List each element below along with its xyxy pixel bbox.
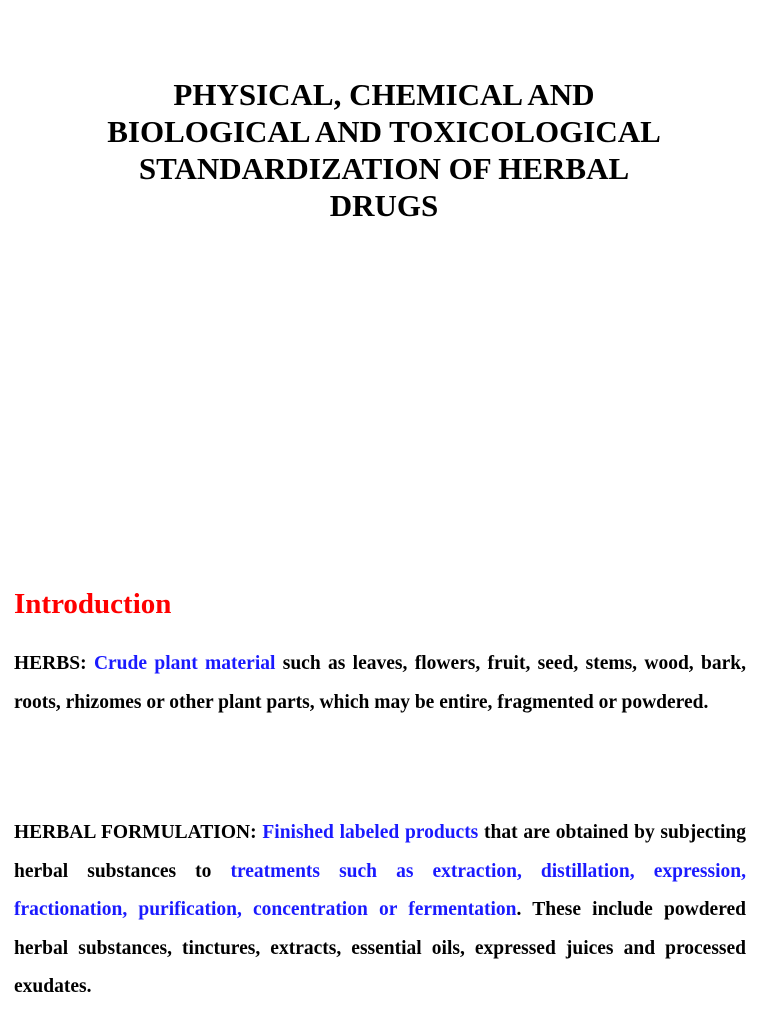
title-line: STANDARDIZATION OF HERBAL [138,151,630,186]
formulation-highlight-products: Finished labeled products [262,822,479,843]
herbs-text: such as leaves, flowers, fruit, seed, stems, wood, bark, roots, rhizomes or other plant parts, which may be entire, fragmented or powdered. [14,653,746,713]
title-line: PHYSICAL, CHEMICAL AND [173,77,595,112]
formulation-highlight-treatments: treatments such as extraction, distillation, expression, fractionation, purification, concentration or fermentation [14,860,746,920]
formulation-text-middle: that are obtained by subjecting herbal substances to [14,822,747,882]
herbs-label: HERBS: [14,653,94,674]
formulation-label: HERBAL FORMULATION: [14,822,263,843]
formulation-text-rest: . These include powdered herbal substances, tinctures, extracts, essential oils, expressed juices and processed exudates. [14,899,747,997]
introduction-heading: Introduction [14,588,172,620]
formulation-definition [14,814,746,1007]
herbs-highlight: Crude plant material [93,653,276,674]
title-line: DRUGS [329,188,439,223]
page-title [60,76,708,224]
herbs-definition [14,645,746,722]
title-line: BIOLOGICAL AND TOXICOLOGICAL [107,114,661,149]
